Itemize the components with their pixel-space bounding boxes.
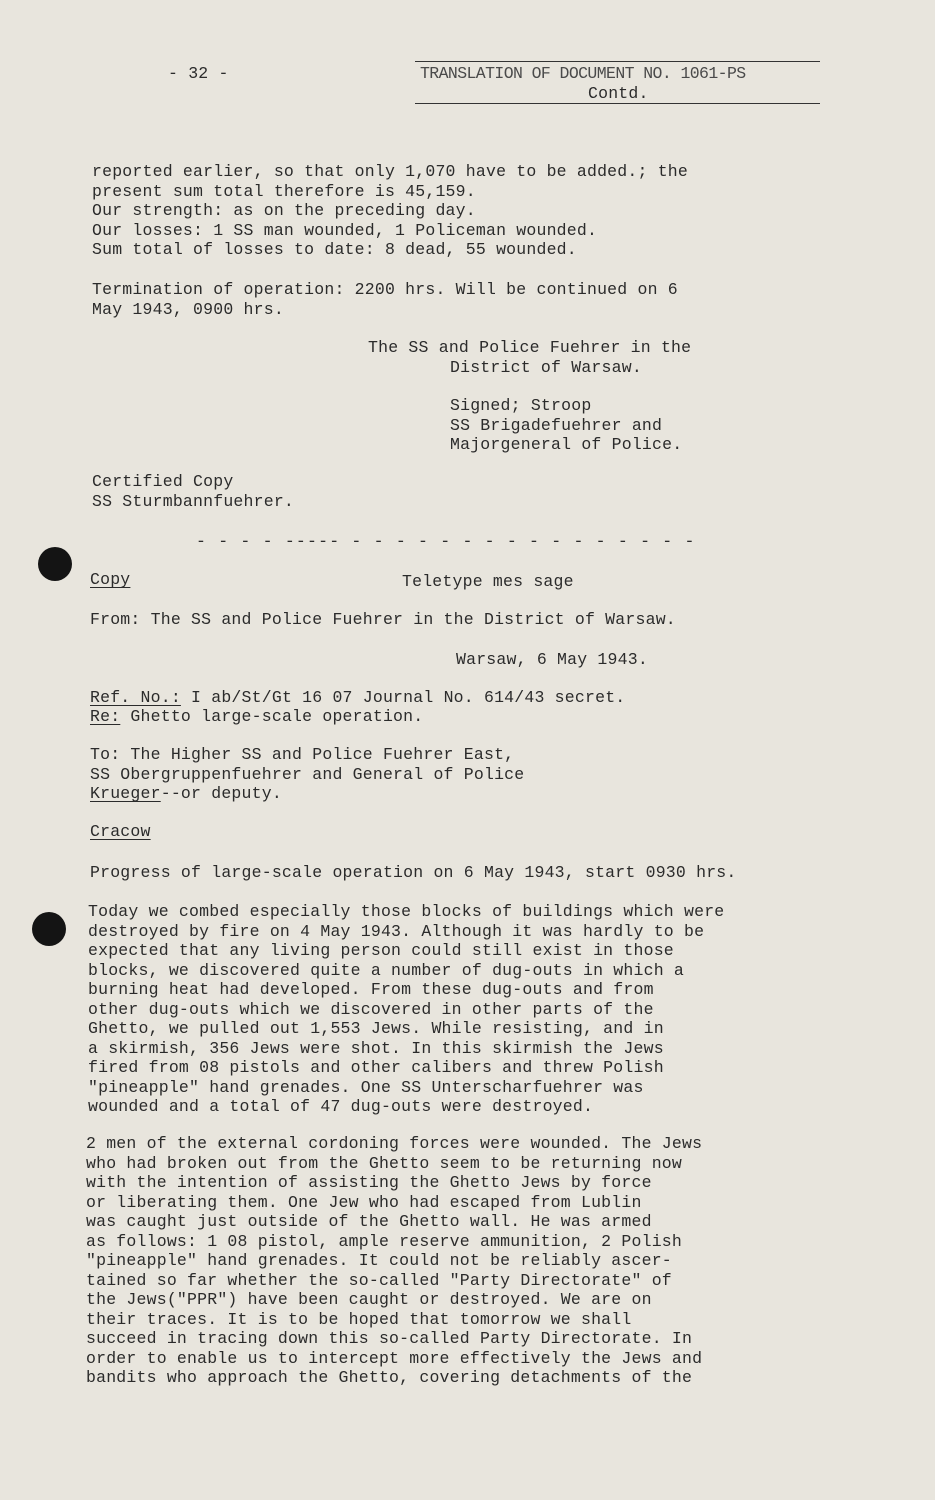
paragraph-line: destroyed by fire on 4 May 1943. Although it was hardly to be <box>88 921 705 941</box>
signature-signed <box>450 396 682 455</box>
paragraph-line: their traces. It is to be hoped that tomorrow we shall <box>86 1309 632 1329</box>
signature-authority <box>368 338 691 377</box>
city-label: Cracow <box>90 822 151 841</box>
paragraph-line: wounded and a total of 47 dug-outs were destroyed. <box>88 1097 594 1116</box>
place-date: Warsaw, 6 May 1943. <box>456 650 648 669</box>
report-line: Sum total of losses to date: 8 dead, 55 wounded. <box>92 240 577 259</box>
paragraph-line: fired from 08 pistols and other calibers and threw Polish <box>88 1058 664 1077</box>
paragraph-line: bandits who approach the Ghetto, covering detachments of the <box>86 1368 693 1387</box>
contd-label: Contd. <box>588 84 649 103</box>
paragraph-line: Ghetto, we pulled out 1,553 Jews. While resisting, and in <box>88 1019 664 1038</box>
paragraph-line: or liberating them. One Jew who had escaped from Lublin <box>86 1192 642 1212</box>
addressee-line: To: The Higher SS and Police Fuehrer East, <box>90 745 515 764</box>
termination-note <box>92 280 678 319</box>
authority-line-1: The SS and Police Fuehrer in the <box>368 338 692 357</box>
progress-line: Progress of large-scale operation on 6 May 1943, start 0930 hrs. <box>90 863 737 882</box>
paragraph-line: blocks, we discovered quite a number of dug-outs in which a <box>88 960 684 980</box>
paragraph-line: who had broken out from the Ghetto seem to be returning now <box>86 1153 682 1173</box>
report-line: Our losses: 1 SS man wounded, 1 Policeman wounded. <box>92 220 598 240</box>
paragraph-line: "pineapple" hand grenades. One SS Unterscharfuehrer was <box>88 1077 644 1097</box>
page-number: - 32 - <box>168 64 229 83</box>
paragraph-line: a skirmish, 356 Jews were shot. In this skirmish the Jews <box>88 1038 664 1058</box>
paragraph-line: expected that any living person could still exist in those <box>88 941 674 960</box>
header-top-rule <box>415 61 820 62</box>
addressee-deputy: --or deputy. <box>160 784 282 803</box>
punch-hole-top <box>38 547 72 581</box>
addressee-name-line <box>90 784 524 804</box>
re-label: Re: <box>90 707 121 726</box>
termination-line: Termination of operation: 2200 hrs. Will be continued on 6 <box>92 280 678 299</box>
paragraph-line: tained so far whether the so-called "Party Directorate" of <box>86 1270 672 1290</box>
addressee-line: SS Obergruppenfuehrer and General of Police <box>90 764 525 784</box>
report-line: present sum total therefore is 45,159. <box>92 181 476 201</box>
certification-line: Certified Copy <box>92 472 234 491</box>
report-line: Our strength: as on the preceding day. <box>92 201 476 220</box>
signed-line: Majorgeneral of Police. <box>450 435 683 454</box>
section-separator: - - - - ----- - - - - - - - - - - - - - - - - <box>196 532 696 551</box>
punch-hole-bottom <box>32 912 66 946</box>
certification <box>92 472 294 511</box>
copy-label: Copy <box>90 570 131 589</box>
re-value: Ghetto large-scale operation. <box>120 707 424 726</box>
ref-label: Ref. No.: <box>90 688 181 707</box>
paragraph-line: Today we combed especially those blocks of buildings which were <box>88 902 725 921</box>
report-line: reported earlier, so that only 1,070 have to be added.; the <box>92 162 688 181</box>
paragraph-line: other dug-outs which we discovered in other parts of the <box>88 999 654 1019</box>
paragraph-line: 2 men of the external cordoning forces were wounded. The Jews <box>86 1134 703 1153</box>
reference-line <box>90 688 625 708</box>
paragraph-1 <box>88 902 724 1117</box>
paragraph-line: burning heat had developed. From these dug-outs and from <box>88 980 654 999</box>
from-line: From: The SS and Police Fuehrer in the District of Warsaw. <box>90 610 676 629</box>
teletype-title: Teletype mes sage <box>402 572 574 591</box>
paragraph-line: order to enable us to intercept more effectively the Jews and <box>86 1348 703 1368</box>
paragraph-line: with the intention of assisting the Ghetto Jews by force <box>86 1173 652 1192</box>
ref-value: I ab/St/Gt 16 07 Journal No. 614/43 secret. <box>180 688 626 707</box>
certification-line: SS Sturmbannfuehrer. <box>92 491 295 511</box>
paragraph-line: "pineapple" hand grenades. It could not be reliably ascer- <box>86 1251 672 1270</box>
authority-line-2: District of Warsaw. <box>450 357 642 377</box>
subject-line <box>90 707 423 727</box>
termination-line: May 1943, 0900 hrs. <box>92 299 284 319</box>
paragraph-line: as follows: 1 08 pistol, ample reserve ammunition, 2 Polish <box>86 1231 682 1251</box>
paragraph-line: succeed in tracing down this so-called Party Directorate. In <box>86 1329 693 1348</box>
paragraph-2 <box>86 1134 702 1388</box>
addressee-name: Krueger <box>90 784 161 803</box>
paragraph-line: was caught just outside of the Ghetto wall. He was armed <box>86 1212 652 1231</box>
report-summary <box>92 162 688 260</box>
signed-line: SS Brigadefuehrer and <box>450 415 663 435</box>
header-bottom-rule <box>415 103 820 104</box>
signed-line: Signed; Stroop <box>450 396 592 415</box>
addressee <box>90 745 524 804</box>
paragraph-line: the Jews("PPR") have been caught or destroyed. We are on <box>86 1290 652 1309</box>
document-title: TRANSLATION OF DOCUMENT NO. 1061-PS <box>420 64 746 83</box>
